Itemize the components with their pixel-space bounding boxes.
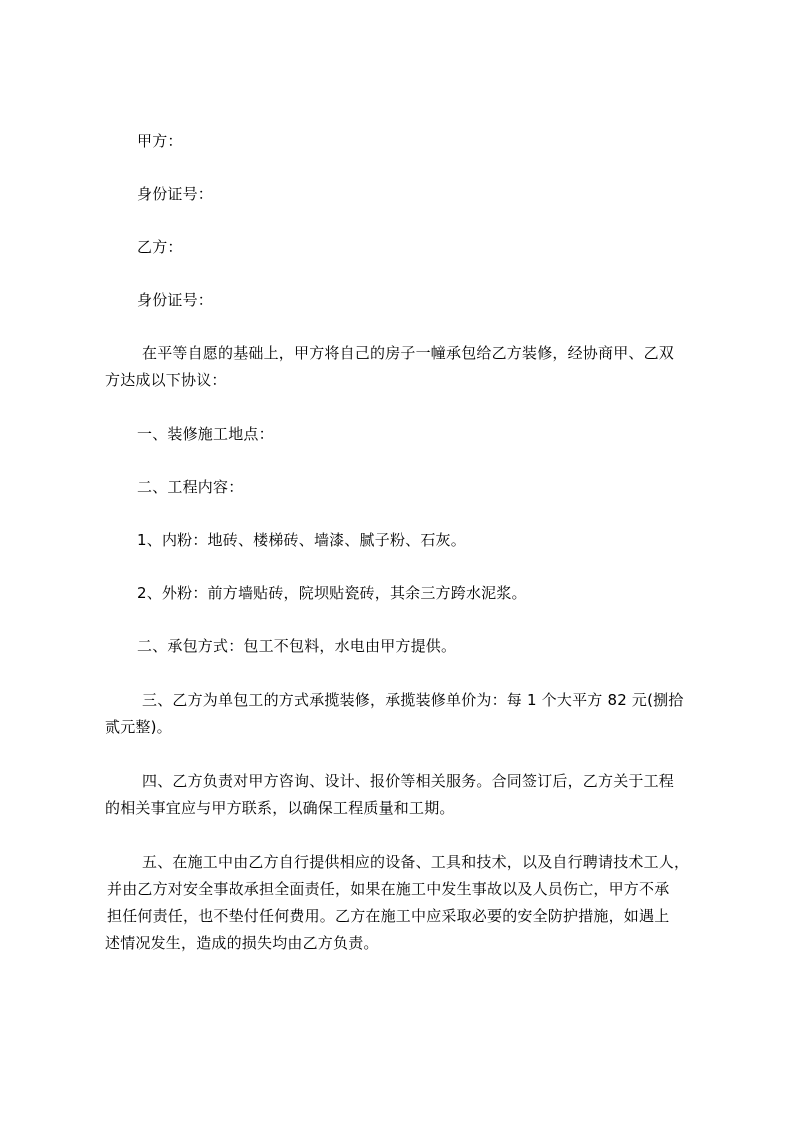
section-four-line-2: 的相关事宜应与甲方联系，以确保工程质量和工期。 [105, 799, 455, 817]
section-location: 一、装修施工地点： [137, 425, 274, 443]
party-a-id-label: 身份证号： [137, 185, 214, 203]
party-a-label: 甲方： [137, 132, 183, 150]
intro-line-2: 方达成以下协议： [105, 371, 227, 389]
intro-line-1: 在平等自愿的基础上，甲方将自己的房子一幢承包给乙方装修，经协商甲、乙双 [142, 344, 675, 362]
party-b-id-label: 身份证号： [137, 291, 214, 309]
item-exterior: 2、外粉：前方墙贴砖，院坝贴瓷砖，其余三方跨水泥浆。 [137, 584, 527, 602]
section-five-line-2: 并由乙方对安全事故承担全面责任，如果在施工中发生事故以及人员伤亡，甲方不承 [107, 880, 670, 898]
section-five-line-4: 述情况发生，造成的损失均由乙方负责。 [105, 934, 379, 952]
section-three-line-2: 贰元整)。 [105, 718, 172, 736]
section-five-line-3: 担任何责任，也不垫付任何费用。乙方在施工中应采取必要的安全防护措施，如遇上 [107, 907, 670, 925]
party-b-label: 乙方： [137, 238, 183, 256]
section-three-line-1: 三、乙方为单包工的方式承揽装修，承揽装修单价为：每 1 个大平方 82 元(捌拾 [142, 691, 684, 709]
section-contract-method: 二、承包方式：包工不包料，水电由甲方提供。 [137, 637, 457, 655]
section-four-line-1: 四、乙方负责对甲方咨询、设计、报价等相关服务。合同签订后，乙方关于工程 [142, 772, 675, 790]
section-content: 二、工程内容： [137, 478, 244, 496]
section-five-line-1: 五、在施工中由乙方自行提供相应的设备、工具和技术，以及自行聘请技术工人， [142, 853, 690, 871]
item-interior: 1、内粉：地砖、楼梯砖、墙漆、腻子粉、石灰。 [137, 531, 466, 549]
